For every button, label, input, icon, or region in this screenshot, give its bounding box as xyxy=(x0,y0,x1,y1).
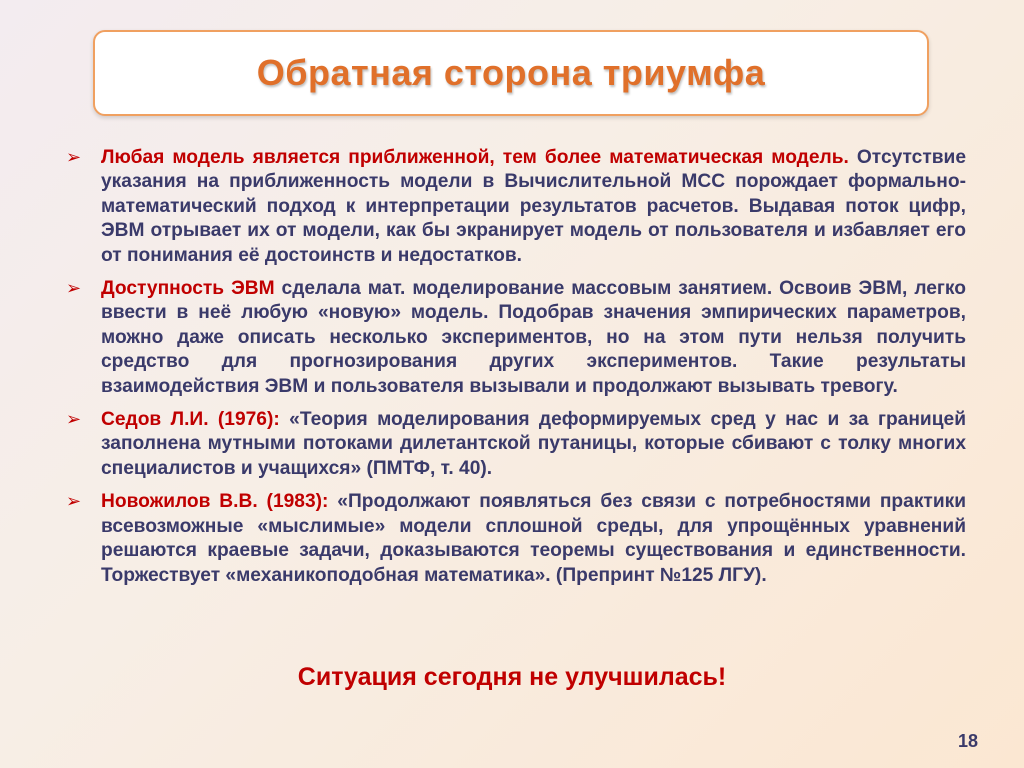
bullet-body: «Продолжают появляться без связи с потребностями практики всевозможные «мыслимые» модели сплошной среды, для упрощённых уравнений решаются краевые задачи, доказываются теоремы существования и единственности. Торжествует «механикоподобная математика». (Препринт №125 ЛГУ). xyxy=(101,491,967,586)
arrow-bullet-icon: ➢ xyxy=(66,147,82,168)
list-item xyxy=(66,277,966,399)
bullet-body: сделала мат. моделирование массовым занятием. Освоив ЭВМ, легко ввести в неё любую «новую» модель. Подобрав значения эмпирических параметров, можно даже описать несколько экспериментов, но на этом пути нельзя получить средство для прогнозирования других экспериментов. Такие результаты взаимодействия ЭВМ и пользователя вызывали и продолжают вызывать тревогу. xyxy=(101,278,966,397)
bullet-lead: Новожилов В.В. (1983): xyxy=(101,491,329,513)
bullet-lead: Доступность ЭВМ xyxy=(101,278,275,300)
arrow-bullet-icon: ➢ xyxy=(66,278,82,300)
list-item xyxy=(66,408,966,481)
bullet-list xyxy=(66,146,966,597)
bullet-lead: Седов Л.И. (1976): xyxy=(101,409,280,431)
bullet-body: «Теория моделирования деформируемых сред у нас и за границей заполнена мутными потоками дилетантской путаницы, которые сбивают с толку многих специалистов и учащихся» (ПМТФ, т. 40). xyxy=(101,409,966,479)
bullet-text xyxy=(101,408,966,481)
title-box xyxy=(93,30,929,116)
bullet-text xyxy=(101,277,966,399)
bullet-lead: Любая модель является приближенной, тем более математическая модель. xyxy=(101,147,849,168)
bullet-text xyxy=(101,146,966,268)
conclusion-text: Ситуация сегодня не улучшилась! xyxy=(297,663,727,691)
list-item xyxy=(66,146,966,268)
page-number: 18 xyxy=(958,731,979,751)
bullet-body: Отсутствие указания на приближенность модели в Вычислительной МСС порождает формально-математический подход к интерпретации результатов расчетов. Выдавая поток цифр, ЭВМ отрывает их от модели, как бы экранирует модель от пользователя и избавляет его от понимания её достоинств и недостатков. xyxy=(101,147,966,266)
slide-title: Обратная сторона триумфа xyxy=(256,52,766,93)
list-item xyxy=(66,490,966,588)
bullet-text xyxy=(101,490,966,588)
arrow-bullet-icon: ➢ xyxy=(66,409,82,431)
arrow-bullet-icon: ➢ xyxy=(66,491,82,513)
